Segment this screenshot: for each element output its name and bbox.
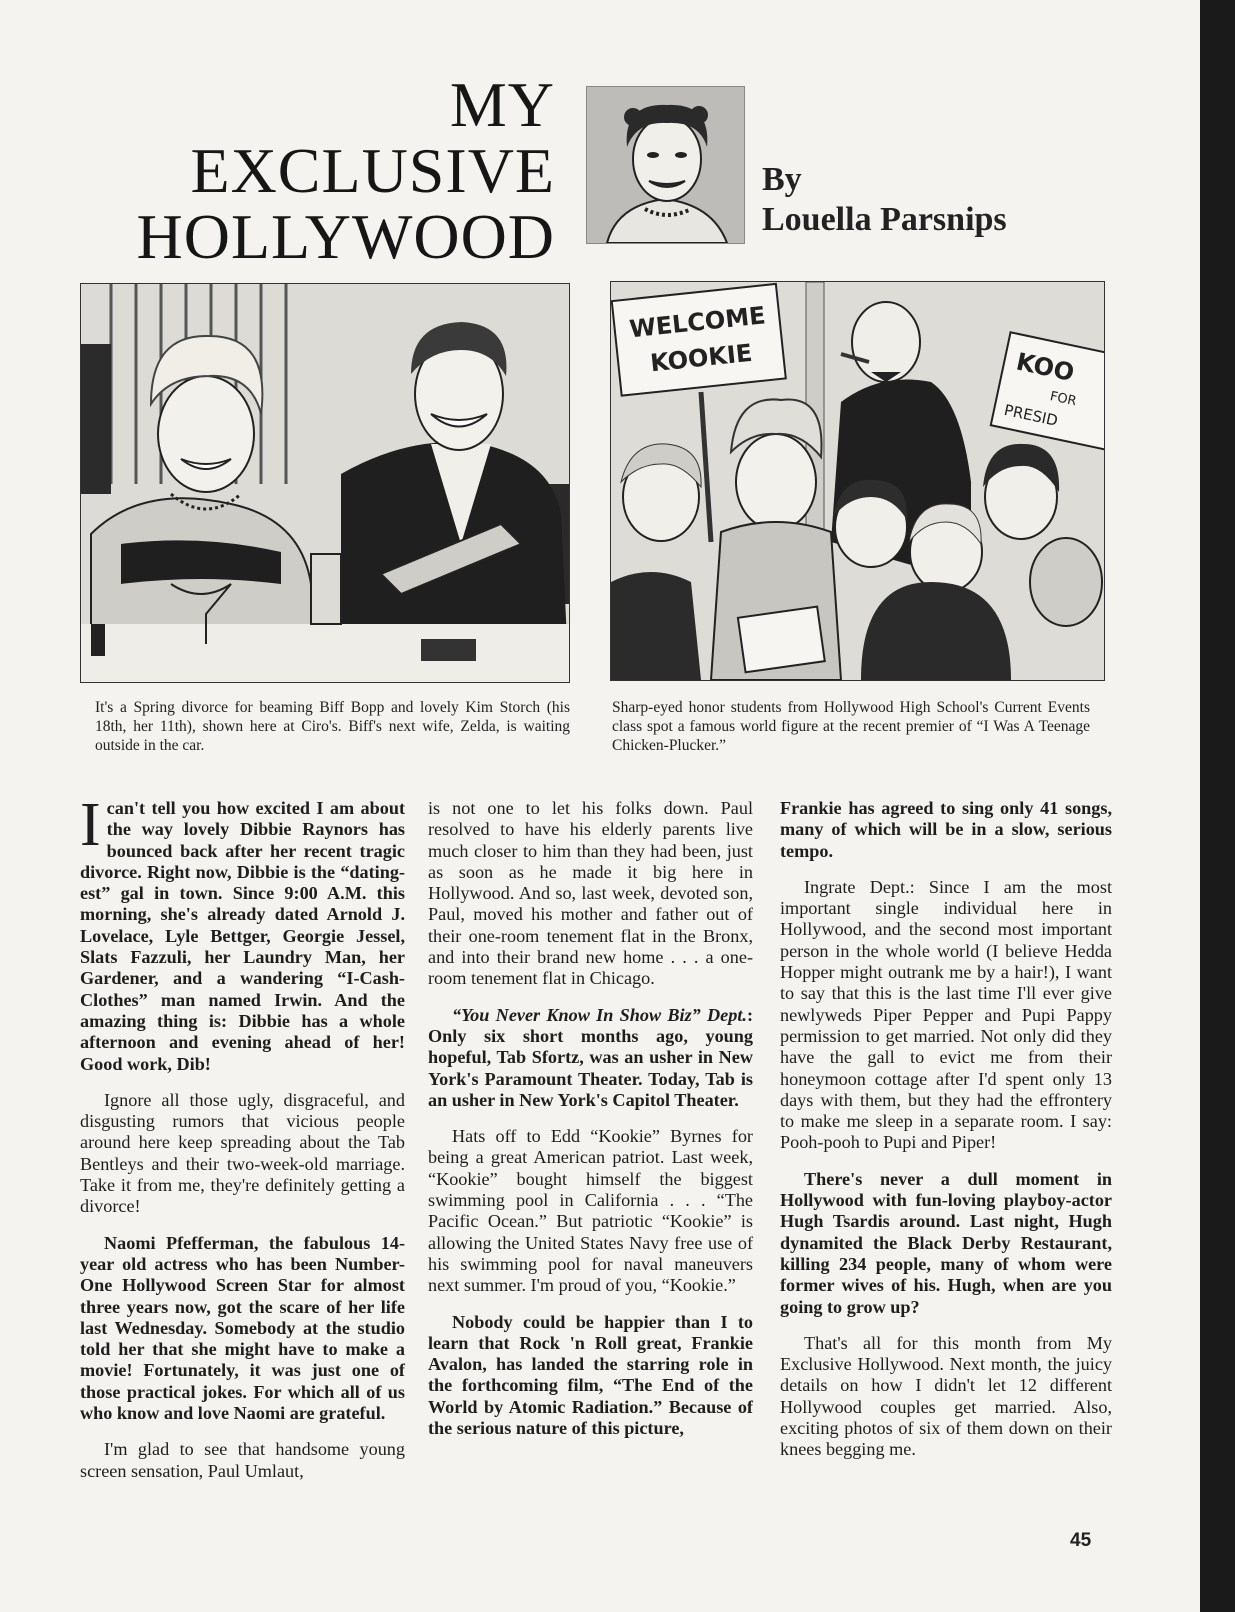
- byline-by: By: [762, 161, 802, 198]
- paragraph: is not one to let his folks down. Paul resolved to have his elderly parents live much closer to him than they had been, just as soon as he made it big here in Hollywood. And so, last week, devoted son, Paul, moved his mother and father out of their one-room tenement flat in the Bronx, and into their brand new home . . . a one-room tenement flat in Chicago.: [428, 798, 753, 989]
- illustration-couple-at-ciros: [80, 283, 570, 683]
- article-column-1: [80, 791, 405, 1497]
- article-column-3: [780, 798, 1112, 1476]
- paragraph: Ingrate Dept.: Since I am the most important single individual here in Hollywood, and the second most important person in the whole world (I believe Hedda Hopper might outrank me by a hair!), I want to say that this is the last time I'll ever give newlyweds Piper Pepper and Pupi Pappy permission to get married. Not only did they have the gall to evict me from their honeymoon cottage after I'd spent only 13 days with them, but they had the effrontery to make me sleep in a separate room. I say: Pooh-pooh to Pupi and Piper!: [780, 876, 1112, 1153]
- paragraph: Frankie has agreed to sing only 41 songs, many of which will be in a slow, serious tempo.: [780, 798, 1112, 861]
- paragraph: I'm glad to see that handsome young screen sensation, Paul Umlaut,: [80, 1439, 405, 1481]
- svg-text:PRESID: PRESID: [1002, 400, 1060, 430]
- paragraph: Nobody could be happier than I to learn that Rock 'n Roll great, Frankie Avalon, has landed the starring role in the forthcoming film, “The End of the World by Atomic Radiation.” Because of the serious nature of this picture,: [428, 1311, 753, 1439]
- article-column-2: [428, 798, 753, 1454]
- sign-welcome-line1: WELCOME: [628, 301, 767, 344]
- paragraph: Hats off to Edd “Kookie” Byrnes for being a great American patriot. Last week, “Kookie” bought himself the biggest swimming pool in California . . . “The Pacific Ocean.” But patriotic “Kookie” is allowing the United States Navy free use of his swimming pool for naval maneuvers next summer. I'm proud of you, “Kookie.”: [428, 1126, 753, 1296]
- paragraph: [428, 1005, 753, 1111]
- paragraph-text: can't tell you how excited I am about the way lovely Dibbie Raynors has bounced back after her recent tragic divorce. Right now, Dibbie is the “dating-est” gal in town. Since 9:00 A.M. this morning, she's already dated Arnold J. Lovelace, Lyle Bettger, Georgie Jessel, Slats Fazzuli, her Laundry Man, her Gardener, and a wandering “I-Cash-Clothes” man named Irwin. And the amazing thing is: Dibbie has a whole afternoon and evening ahead of her! Good work, Dib!: [80, 798, 405, 1074]
- title-line-1: MY: [449, 69, 555, 140]
- dept-heading: “You Never Know In Show Biz” Dept.: [452, 1004, 747, 1025]
- byline-author: Louella Parsnips: [762, 201, 1007, 238]
- title-line-2: EXCLUSIVE: [190, 135, 555, 206]
- article-title: [60, 69, 555, 272]
- caption-right: Sharp-eyed honor students from Hollywood High School's Current Events class spot a famous world figure at the recent premier of “I Was A Teenage Chicken-Plucker.”: [612, 699, 1090, 754]
- byline: [762, 160, 1007, 240]
- caption-left: It's a Spring divorce for beaming Biff Bopp and lovely Kim Storch (his 18th, her 11th), shown here at Ciro's. Biff's next wife, Zelda, is waiting outside in the car.: [95, 699, 570, 754]
- paragraph: [80, 791, 405, 1075]
- svg-text:FOR: FOR: [1048, 389, 1078, 410]
- paragraph: That's all for this month from My Exclusive Hollywood. Next month, the juicy details on how I didn't let 12 different Hollywood couples get married. Also, exciting photos of six of them down on their knees begging me.: [780, 1332, 1112, 1460]
- paragraph: There's never a dull moment in Hollywood with fun-loving playboy-actor Hugh Tsardis around. Last night, Hugh dynamited the Black Derby Restaurant, killing 234 people, many of whom were former wives of his. Hugh, when are you going to grow up?: [780, 1168, 1112, 1317]
- paragraph-text: : Only six short months ago, young hopeful, Tab Sfortz, was an usher in New York's Paramount Theater. Today, Tab is an usher in New York's Capitol Theater.: [428, 1004, 753, 1110]
- page-number: 45: [1070, 1530, 1092, 1551]
- illustration-kookie-fans: [610, 281, 1105, 681]
- title-line-3: HOLLYWOOD: [136, 201, 555, 272]
- scan-edge: [1200, 0, 1235, 1612]
- svg-text:KOO: KOO: [1013, 347, 1077, 388]
- sign-welcome-line2: KOOKIE: [648, 338, 754, 378]
- paragraph: Naomi Pfefferman, the fabulous 14-year old actress who has been Number-One Hollywood Screen Star for almost three years now, got the scare of her life last Wednesday. Somebody at the studio told her that she might have to make a movie! Fortunately, it was just one of those practical jokes. For which all of us who know and love Naomi are grateful.: [80, 1232, 405, 1424]
- paragraph: Ignore all those ugly, disgraceful, and disgusting rumors that vicious people around here keep spreading about the Tab Bentleys and their two-week-old marriage. Take it from me, they're definitely getting a divorce!: [80, 1089, 405, 1217]
- author-portrait: [586, 86, 745, 244]
- drop-cap: I: [80, 791, 101, 859]
